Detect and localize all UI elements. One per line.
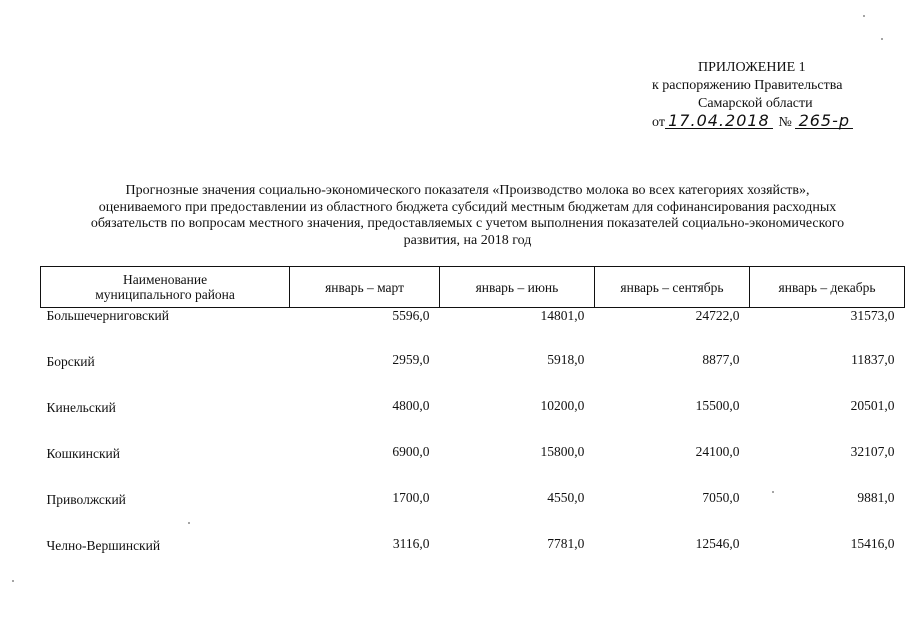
district-name: Борский [46,354,95,369]
district-name: Приволжский [46,492,126,507]
value-q1: 4800,0 [392,398,430,413]
value-q4: 20501,0 [850,398,895,413]
appendix-date-line [652,111,853,131]
table-row [41,348,905,394]
value-q3: 7050,0 [702,490,740,505]
header-q1: январь – март [290,267,440,308]
appendix-title: ПРИЛОЖЕНИЕ 1 [698,60,806,75]
scan-speck [863,15,865,17]
value-q3: 24100,0 [695,444,740,459]
value-q4: 15416,0 [850,536,895,551]
value-q1: 1700,0 [392,490,430,505]
scan-speck [188,522,190,524]
value-q1: 3116,0 [392,536,430,551]
value-q1: 5596,0 [392,308,430,323]
value-q4: 9881,0 [857,490,895,505]
district-name: Челно-Вершинский [46,538,161,553]
number-label: № [778,115,792,130]
value-q1: 2959,0 [392,352,430,367]
value-q2: 5918,0 [547,352,585,367]
handwritten-date: 17.04.2018 [665,114,773,129]
heading-line-4: развития, на 2018 год [403,232,532,248]
heading-line-3: обязательств по вопросам местного значения, предоставляемых с учетом выполнения показателей социально-экономического [90,216,845,231]
district-name: Кинельский [46,400,116,415]
header-q3: январь – сентябрь [594,267,749,308]
value-q3: 15500,0 [695,398,740,413]
appendix-line-3: Самарской области [698,96,813,111]
header-district-line-2: муниципального района [95,287,235,302]
forecast-table [40,266,905,578]
from-label: от [652,115,665,130]
value-q3: 24722,0 [695,308,740,323]
scan-speck [772,491,774,493]
value-q3: 8877,0 [702,352,740,367]
heading-line-2: оцениваемого при предоставлении из областного бюджета субсидий местным бюджетам для софинансирования расходных [98,199,837,215]
value-q2: 14801,0 [540,308,585,323]
value-q2: 4550,0 [547,490,585,505]
appendix-line-2: к распоряжению Правительства [652,78,843,93]
value-q1: 6900,0 [392,444,430,459]
header-district-line-1: Наименование [123,272,208,287]
table-row [41,486,905,532]
value-q4: 31573,0 [850,308,895,323]
table-header-row [41,267,905,308]
header-q2: январь – июнь [439,267,594,308]
scan-speck [12,580,14,582]
table-row [41,440,905,486]
value-q4: 32107,0 [850,444,895,459]
value-q2: 10200,0 [540,398,585,413]
scan-speck [881,38,883,40]
district-name: Кошкинский [46,446,120,461]
table-row [41,532,905,578]
table-row [41,308,905,349]
table-row [41,394,905,440]
document-heading [40,183,895,249]
district-name: Большечерниговский [46,308,169,323]
value-q2: 15800,0 [540,444,585,459]
value-q3: 12546,0 [695,536,740,551]
heading-line-1: Прогнозные значения социально-экономического показателя «Производство молока во всех категориях хозяйств», [125,183,810,198]
value-q4: 11837,0 [851,352,895,367]
handwritten-number: 265-р [795,114,853,129]
header-district [41,267,290,308]
value-q2: 7781,0 [547,536,585,551]
header-q4: январь – декабрь [750,267,905,308]
